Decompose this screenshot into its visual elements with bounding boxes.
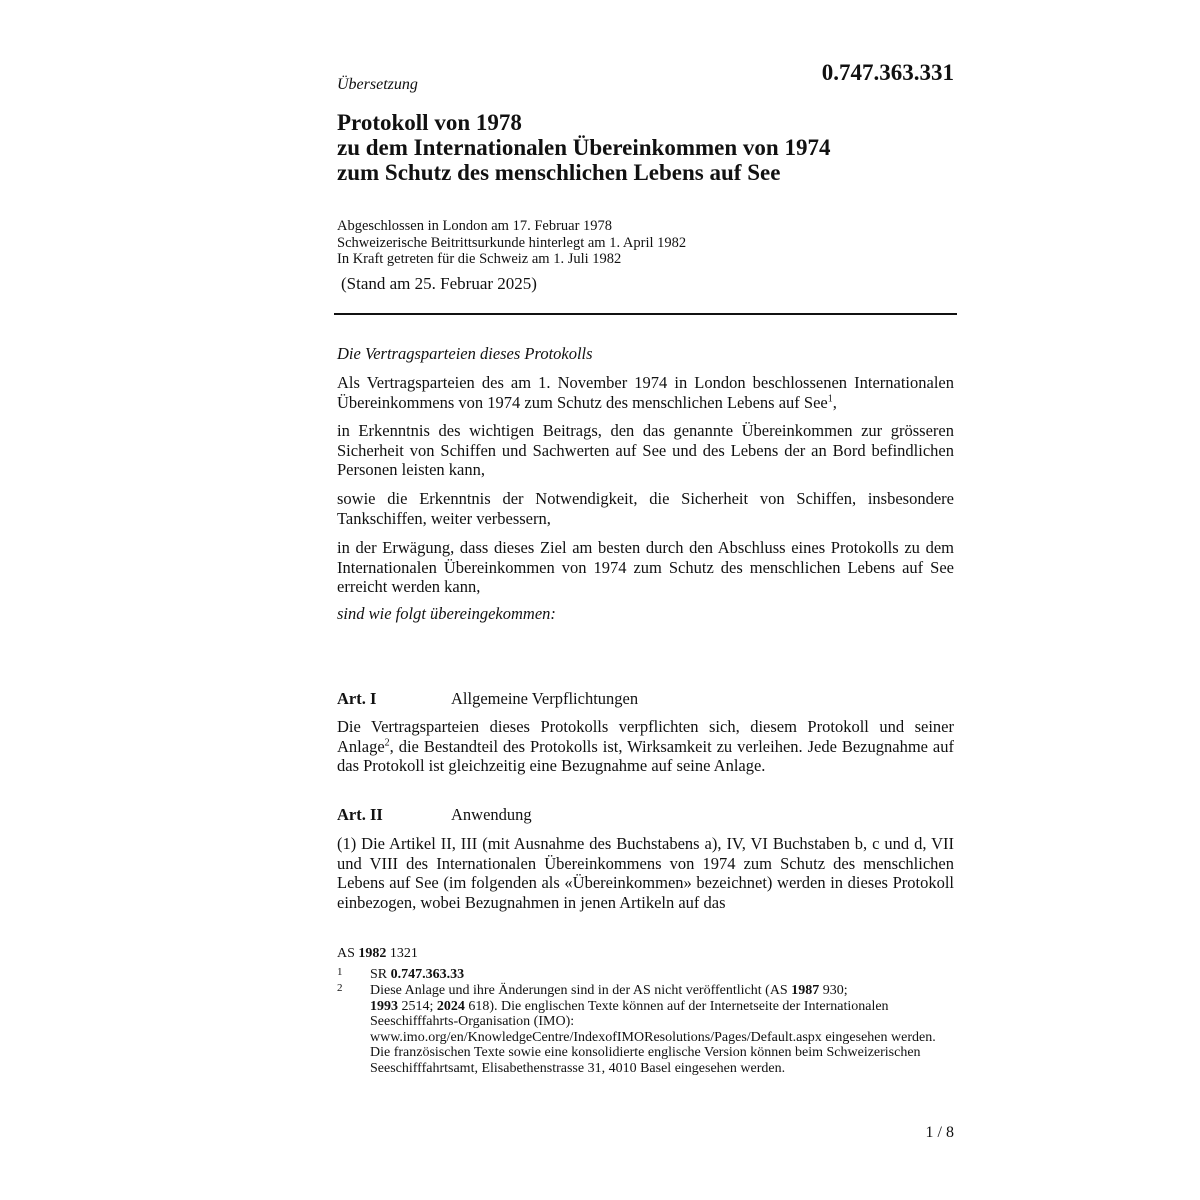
preamble-p1-text: Als Vertragsparteien des am 1. November 1974 in London beschlossenen Internationalen Übereinkommens von 1974 zum Schutz des menschlichen Lebens auf See bbox=[337, 373, 954, 412]
status-date: (Stand am 25. Februar 2025) bbox=[341, 274, 537, 293]
preamble-intro: Die Vertragsparteien dieses Protokolls bbox=[337, 344, 593, 363]
article-2-title: Anwendung bbox=[451, 805, 532, 824]
article-1-text-b: , die Bestandteil des Protokolls ist, Wirksamkeit zu verleihen. Jede Bezugnahme auf das Protokoll ist gleichzeitig eine Bezugnahme auf seine Anlage. bbox=[337, 736, 954, 775]
document-title bbox=[337, 110, 830, 185]
footnote-2-number: 2 bbox=[337, 982, 343, 994]
in-force-date: In Kraft getreten für die Schweiz am 1. Juli 1982 bbox=[337, 251, 622, 267]
imo-url-link[interactable]: www.imo.org/en/KnowledgeCentre/IndexofIMOResolutions/Pages/Default.aspx bbox=[370, 1029, 822, 1045]
footnote-ref-1[interactable]: 1 bbox=[827, 393, 833, 404]
translation-label: Übersetzung bbox=[337, 76, 418, 93]
title-line-1: Protokoll von 1978 bbox=[337, 110, 522, 135]
article-1-title: Allgemeine Verpflichtungen bbox=[451, 689, 639, 708]
deposit-date: Schweizerische Beitrittsurkunde hinterlegt am 1. April 1982 bbox=[337, 234, 687, 251]
page-number: 1 / 8 bbox=[925, 1124, 954, 1141]
article-1-text-a: Die Vertragsparteien dieses Protokolls verpflichten sich, diesem Protokoll und seiner Anlage bbox=[337, 717, 954, 756]
preamble-paragraph-1 bbox=[337, 373, 954, 412]
footnote-2-text: Diese Anlage und ihre Änderungen sind in der AS nicht veröffentlicht (AS 1987 930; 1993 2514; 2024 618). Die englischen Texte können auf der Internetseite der Internationalen Seeschifffahrts-Organisation (IMO): www.imo.org/en/KnowledgeCentre/IndexofIMOResolutions/Pages/Default.aspx eingesehen werden. Die französischen Texte sowie eine konsolidierte englische Version können beim Schweizerischen Seeschifffahrtsamt, Elisabethenstrasse 31, 4010 Basel eingesehen werden. bbox=[370, 983, 936, 1076]
preamble-paragraph-4: in der Erwägung, dass dieses Ziel am besten durch den Abschluss eines Protokolls zu dem Internationalen Übereinkommen von 1974 zum Schutz des menschlichen Lebens auf See erreicht werden kann, bbox=[337, 538, 954, 596]
preamble-paragraph-2: in Erkenntnis des wichtigen Beitrags, den das genannte Übereinkommen zur grösseren Sicherheit von Schiffen und Sachwerten auf See und des Lebens der an Bord befindlichen Personen leisten kann, bbox=[337, 421, 954, 479]
footnote-1-text: SR 0.747.363.33 bbox=[370, 967, 465, 982]
official-collection-ref: AS 1982 1321 bbox=[337, 946, 418, 961]
treaty-metadata bbox=[337, 218, 686, 268]
preamble-paragraph-3: sowie die Erkenntnis der Notwendigkeit, die Sicherheit von Schiffen, insbesondere Tankschiffen, weiter verbessern, bbox=[337, 489, 954, 528]
sr-number: 0.747.363.331 bbox=[821, 60, 954, 85]
header-divider bbox=[334, 313, 957, 315]
title-line-3: zum Schutz des menschlichen Lebens auf See bbox=[337, 160, 781, 185]
preamble-p1-end: , bbox=[832, 392, 837, 412]
article-2-paragraph-1: (1) Die Artikel II, III (mit Ausnahme des Buchstabens a), IV, VI Buchstaben b, c und d, VII und VIII des Internationalen Übereinkommens von 1974 zum Schutz des menschlichen Lebens auf See (im folgenden als «Übereinkommen» bezeichnet) werden in dieses Protokoll einbezogen, wobei Bezugnahmen in jenen Artikeln auf das bbox=[337, 834, 954, 912]
preamble-closing: sind wie folgt übereingekommen: bbox=[337, 604, 556, 623]
article-2-number: Art. II bbox=[337, 805, 383, 824]
footnote-1-number: 1 bbox=[337, 966, 343, 978]
article-1-number: Art. I bbox=[337, 689, 377, 708]
article-1-text bbox=[337, 717, 954, 776]
concluded-date: Abgeschlossen in London am 17. Februar 1978 bbox=[337, 218, 613, 234]
footnote-ref-2[interactable]: 2 bbox=[384, 737, 390, 748]
title-line-2: zu dem Internationalen Übereinkommen von 1974 bbox=[337, 135, 831, 160]
